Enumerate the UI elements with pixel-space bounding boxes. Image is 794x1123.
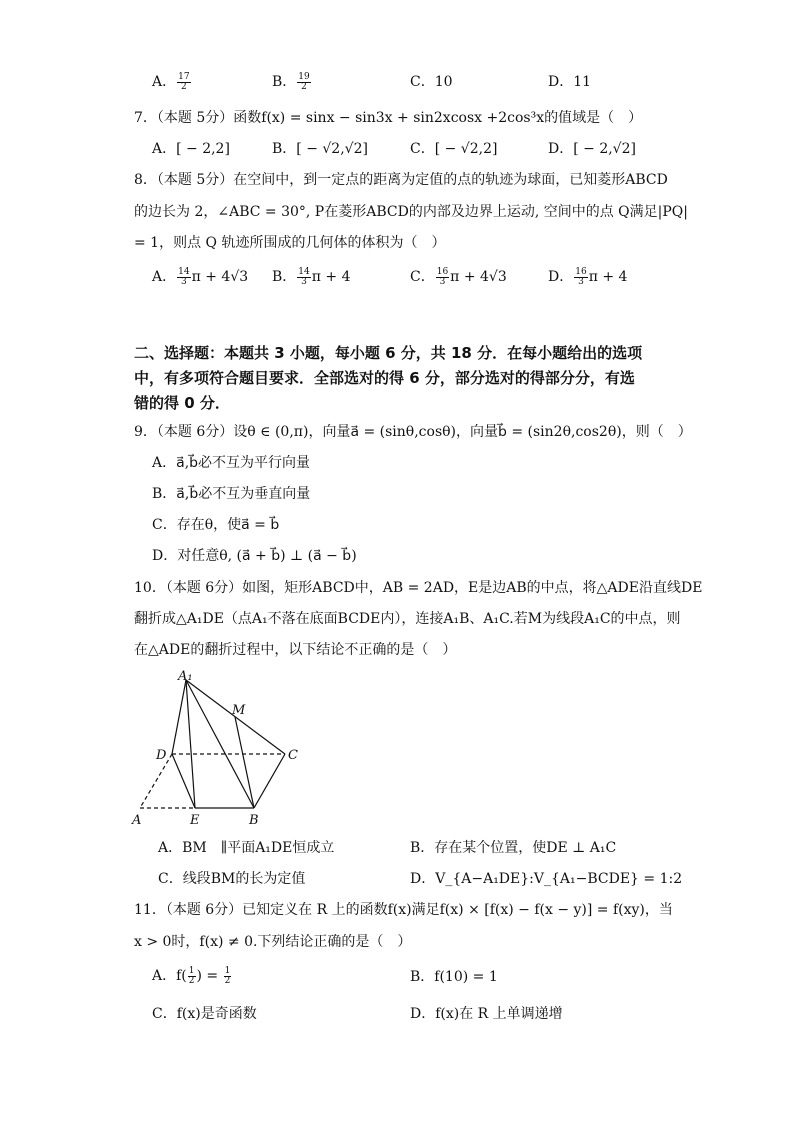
q10-option-d: D．V_{A−A₁DE}:V_{A₁−BCDE} = 1:2 — [410, 871, 683, 887]
q9-option-c: C．存在θ，使a⃗ = b⃗ — [152, 517, 280, 533]
q11-option-c: C．f(x)是奇函数 — [152, 1006, 257, 1022]
label-m: M — [232, 703, 246, 718]
q11-option-d: D．f(x)在 R 上单调递增 — [410, 1006, 563, 1022]
label-b: B — [249, 813, 259, 828]
q7-option-b: B．[ − √2,√2] — [272, 141, 368, 157]
q9-option-b: B．a⃗,b⃗必不互为垂直向量 — [152, 486, 311, 502]
q6-b-fraction: $\frac{19}{2}$ — [298, 71, 310, 92]
q10-stem-line-2: 翻折成△A₁DE（点A₁不落在底面BCDE内），连接A₁B、A₁C.若M为线段A₁C的中点，则 — [134, 611, 681, 627]
q10-stem-line-3: 在△ADE的翻折过程中，以下结论不正确的是（ ） — [134, 642, 457, 658]
edge-b-c — [254, 754, 285, 808]
q10-stem-line-1: 10．（本题 6分）如图，矩形ABCD中，AB = 2AD，E是边AB的中点，将△ADE沿直线DE — [134, 580, 703, 596]
section-2-heading-line-1: 二、选择题：本题共 3 小题，每小题 6 分，共 18 分．在每小题给出的选项 — [134, 344, 643, 362]
q8-stem-line-3: = 1，则点 Q 轨迹所围成的几何体的体积为（ ） — [134, 235, 446, 251]
edge-a1-b — [186, 680, 254, 808]
q11-option-b: B．f(10) = 1 — [410, 969, 498, 985]
q8-option-b: B． $\frac{14}{3}$ π + 4 — [272, 266, 351, 287]
label-e: E — [190, 813, 200, 828]
edge-a1-d — [172, 680, 186, 754]
q10-option-a: A．BM ∥平面A₁DE恒成立 — [158, 840, 335, 856]
q6-option-a: A． $\frac{17}{2}$ — [152, 71, 190, 92]
q6-option-d: D．11 — [548, 74, 592, 90]
q9-stem: 9．（本题 6分）设θ ∈ (0,π)，向量a⃗ = (sinθ,cosθ)，向量b⃗ = (sin2θ,cos2θ)，则（ ） — [134, 424, 692, 440]
q6-option-c: C．10 — [410, 74, 453, 90]
q11-stem-line-2: x > 0时，f(x) ≠ 0.下列结论正确的是（ ） — [134, 934, 412, 950]
q9-option-a: A．a⃗,b⃗必不互为平行向量 — [152, 455, 311, 471]
q8-option-a: A． $\frac{14}{3}$ π + 4√3 — [152, 266, 249, 287]
section-2-heading-line-2: 中，有多项符合题目要求．全部选对的得 6 分，部分选对的得部分分，有选 — [134, 369, 635, 387]
q6-option-b: B． $\frac{19}{2}$ — [272, 71, 310, 92]
q8-option-c: C． $\frac{16}{3}$ π + 4√3 — [410, 266, 507, 287]
q7-option-a: A．[ − 2,2] — [152, 141, 230, 157]
q11-stem-line-1: 11．（本题 6分）已知定义在 R 上的函数f(x)满足f(x) × [f(x) − f(x − y)] = f(xy)，当 — [134, 902, 673, 918]
q10-option-b: B．存在某个位置，使DE ⊥ A₁C — [410, 840, 617, 856]
q6-a-fraction: $\frac{17}{2}$ — [178, 71, 190, 92]
q11-option-a: A．f( $\frac{1}{2}$ ) = $\frac{1}{2}$ — [152, 965, 231, 986]
q9-option-d: D．对任意θ, (a⃗ + b⃗) ⊥ (a⃗ − b⃗) — [152, 548, 357, 564]
q10-option-c: C．线段BM的长为定值 — [158, 871, 306, 887]
q7-option-c: C．[ − √2,2] — [410, 141, 498, 157]
q7-stem: 7．（本题 5分）函数f(x) = sinx − sin3x + sin2xcosx +2cos³x的值域是（ ） — [134, 110, 643, 126]
q8-stem-line-1: 8．（本题 5分）在空间中，到一定点的距离为定值的点的轨迹为球面，已知菱形ABCD — [134, 172, 668, 188]
label-a1: A₁ — [178, 669, 193, 684]
label-d: D — [156, 748, 167, 763]
q8-stem-line-2: 的边长为 2，∠ABC = 30°, P在菱形ABCD的内部及边界上运动, 空间中的点 Q满足|PQ| — [134, 204, 688, 220]
label-c: C — [288, 748, 298, 763]
q10-geometry-figure — [128, 668, 318, 828]
q8-option-d: D． $\frac{16}{3}$ π + 4 — [548, 266, 628, 287]
section-2-heading-line-3: 错的得 0 分． — [134, 394, 230, 412]
q7-option-d: D．[ − 2,√2] — [548, 141, 636, 157]
edge-m-b — [235, 717, 254, 808]
label-a: A — [132, 813, 142, 828]
